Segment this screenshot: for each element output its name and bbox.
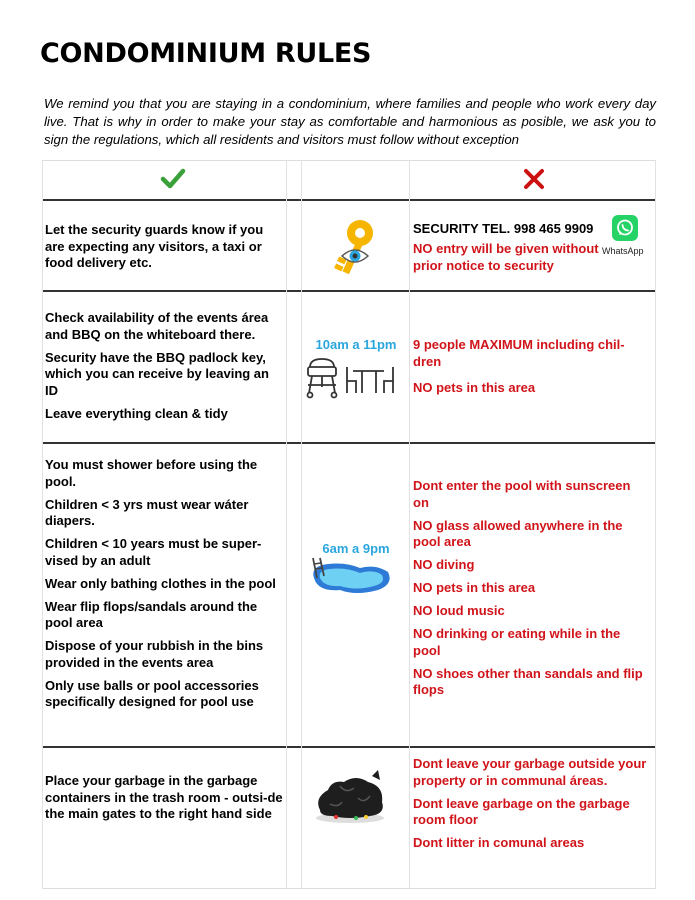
security-phone: SECURITY TEL. 998 465 9909 <box>413 221 594 236</box>
do-rules-events-bbq <box>45 310 285 429</box>
rule-item: 9 people MAXIMUM including chil-dren <box>413 337 625 369</box>
rule-item: Wear flip flops/sandals around the pool area <box>45 598 258 630</box>
rule-item: Let the security guards know if you are expecting any visitors, a taxi or food delivery etc. <box>45 222 264 270</box>
rule-item: Dont litter in comunal areas <box>413 835 585 850</box>
table-border-bottom <box>42 888 656 889</box>
row-divider <box>42 290 656 292</box>
dont-rules-security <box>413 241 603 281</box>
whatsapp-label: WhatsApp <box>602 246 644 256</box>
check-icon <box>160 167 186 191</box>
bbq-table-icon <box>304 357 398 399</box>
column-divider <box>655 160 656 889</box>
key-eye-icon <box>322 218 382 278</box>
do-rules-security <box>45 222 281 278</box>
table-border-top <box>42 160 656 161</box>
rule-item: Children < 3 yrs must wear wáter diapers. <box>45 496 249 528</box>
whatsapp-icon[interactable] <box>612 215 638 241</box>
do-rules-pool <box>45 457 283 717</box>
rule-item: Wear only bathing clothes in the pool <box>45 575 276 591</box>
rule-item: You must shower before using the pool. <box>45 457 258 489</box>
rule-item: Check availability of the events área and BBQ on the whiteboard there. <box>45 310 269 342</box>
row-divider <box>42 442 656 444</box>
cross-icon <box>523 168 545 190</box>
rule-item: Dont leave your garbage outside your property or in communal áreas. <box>413 756 647 788</box>
column-divider <box>409 160 410 889</box>
dont-rules-garbage <box>413 756 651 858</box>
rule-item: NO drinking or eating while in the pool <box>413 626 621 658</box>
rule-item: NO pets in this area <box>413 380 536 395</box>
rule-item: NO pets in this area <box>413 580 536 595</box>
pool-icon <box>306 556 394 598</box>
rule-item: Security have the BBQ padlock key, which you can receive by leaving an ID <box>45 349 269 398</box>
rule-item: Dispose of your rubbish in the bins provided in the events area <box>45 638 264 670</box>
column-divider <box>286 160 287 889</box>
page-title: CONDOMINIUM RULES <box>40 38 372 69</box>
rule-item: NO loud music <box>413 603 505 618</box>
rule-item: Place your garbage in the garbage containers in the trash room - outsi-de the main gates to the right hand side <box>45 773 283 821</box>
row-divider <box>42 199 656 201</box>
rule-item: NO entry will be given without prior notice to security <box>413 241 599 273</box>
dont-rules-events-bbq <box>413 337 645 403</box>
column-divider <box>301 160 302 889</box>
pool-hours: 6am a 9pm <box>322 541 390 556</box>
rule-item: Dont enter the pool with sunscreen on <box>413 478 631 510</box>
do-rules-garbage <box>45 773 285 829</box>
bbq-hours: 10am a 11pm <box>315 337 397 352</box>
column-divider <box>42 160 43 889</box>
rules-table <box>42 160 656 889</box>
rule-item: NO shoes other than sandals and flip flops <box>413 665 643 697</box>
rule-item: Only use balls or pool accessories specifically designed for pool use <box>45 677 259 709</box>
rule-item: NO diving <box>413 557 475 572</box>
rule-item: Dont leave garbage on the garbage room floor <box>413 795 630 827</box>
rule-item: NO glass allowed anywhere in the pool area <box>413 517 623 549</box>
rule-item: Leave everything clean & tidy <box>45 405 228 421</box>
intro-text: We remind you that you are staying in a condominium, where families and people who work every day live. That is why in order to make your stay as comfortable and harmonious as posible, we ask you to sign the regulations, which all residents and visitors must follow without exception <box>44 96 656 147</box>
dont-rules-pool <box>413 478 645 705</box>
row-divider <box>42 746 656 748</box>
garbage-bag-icon <box>310 768 392 826</box>
rule-item: Children < 10 years must be super-vised by an adult <box>45 536 262 568</box>
